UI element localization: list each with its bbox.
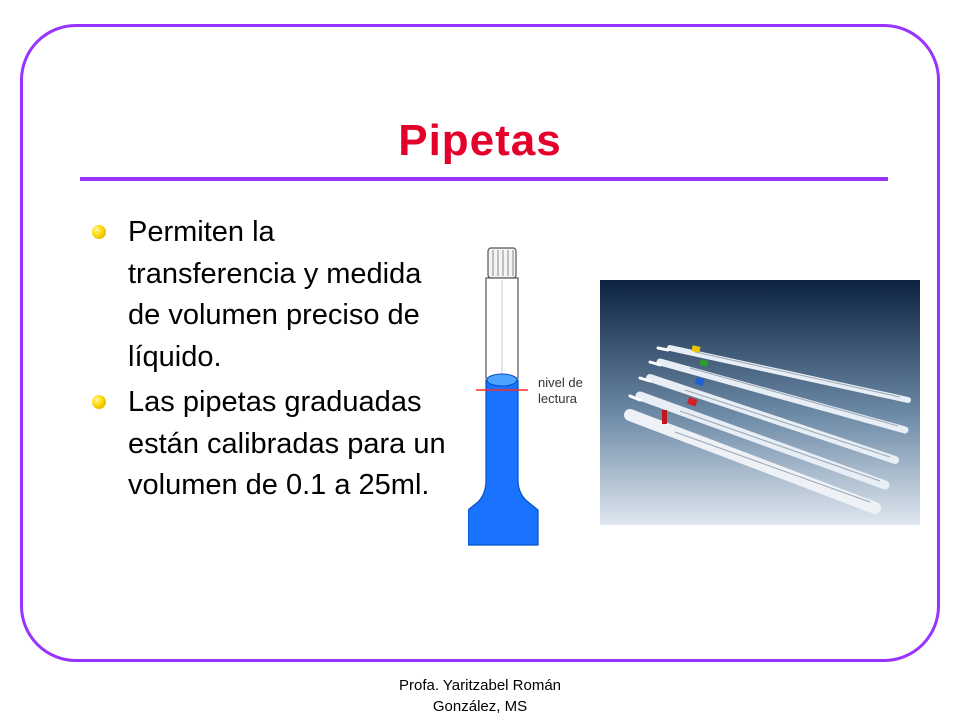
pipette-liquid: [468, 380, 538, 545]
graduated-pipettes-photo: [600, 280, 920, 525]
footer-credential-line: González, MS: [432, 698, 528, 715]
title-underline: [80, 177, 888, 181]
meniscus: [487, 374, 517, 386]
bullet-text: Permiten la transferencia y medida de volumen preciso de líquido.: [128, 216, 422, 373]
slide-footer: [330, 675, 630, 717]
bullet-dot-icon: [92, 395, 106, 409]
diagram-label-line1: nivel de: [538, 375, 583, 390]
diagram-label-line2: lectura: [538, 391, 578, 406]
bullet-item: [90, 382, 450, 507]
pipette-cap: [488, 248, 516, 278]
bullet-item: [90, 212, 450, 378]
slide-title: Pipetas: [398, 116, 562, 165]
pipette-reading-level-diagram: [468, 240, 598, 550]
bullet-dot-icon: [92, 225, 106, 239]
footer-author-line: Profa. Yaritzabel Román: [398, 677, 562, 694]
bullet-text: Las pipetas graduadas están calibradas para un volumen de 0.1 a 25ml.: [128, 386, 446, 501]
bullet-list: [90, 212, 450, 511]
